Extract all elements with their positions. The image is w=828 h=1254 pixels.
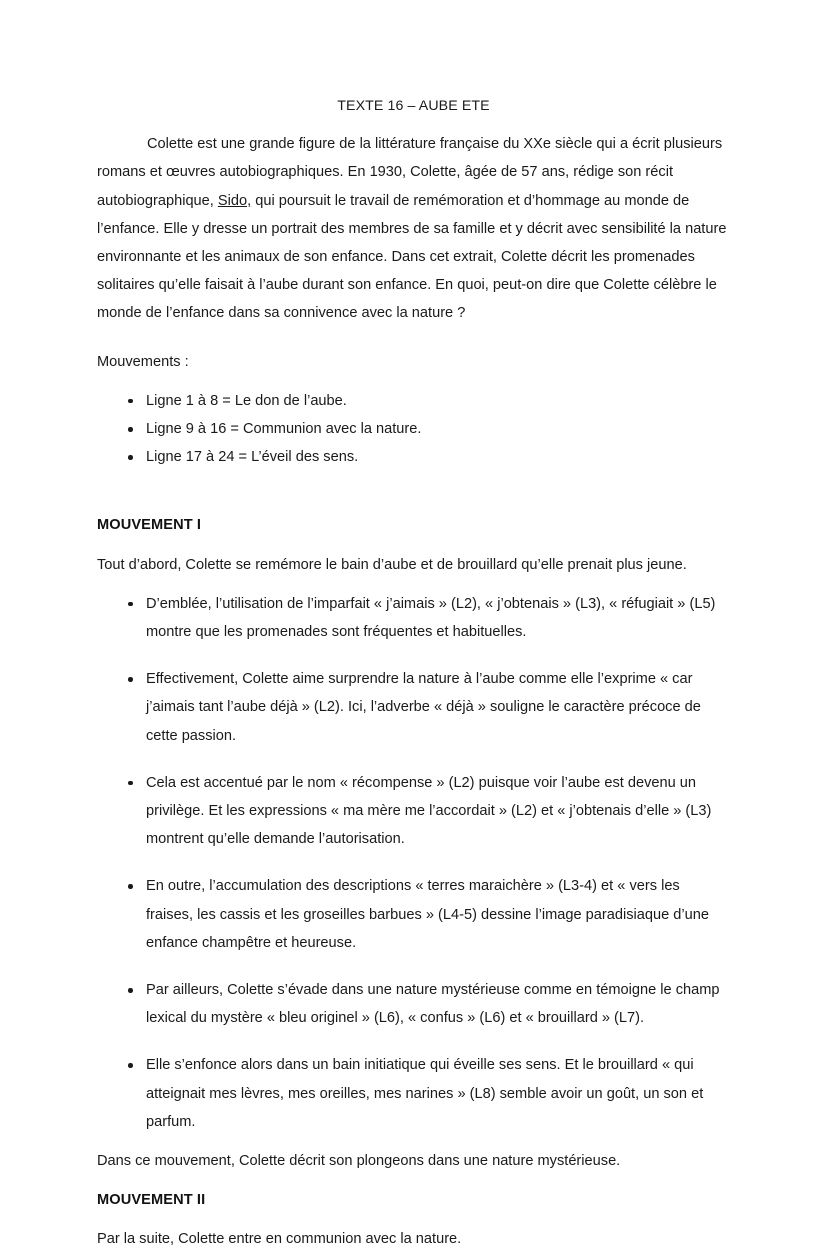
analysis-points-mouvement-1 xyxy=(97,590,730,1136)
section-intro-mouvement-1: Tout d’abord, Colette se remémore le bain d’aube et de brouillard qu’elle prenait plus jeune. xyxy=(97,556,687,573)
analysis-point-text: D’emblée, l’utilisation de l’imparfait « j’aimais » (L2), « j’obtenais » (L3), « réfugiait » (L5) montre que les promenades sont fréquentes et habituelles. xyxy=(146,595,716,641)
list-item xyxy=(97,387,730,415)
spacer xyxy=(97,328,730,348)
spacer xyxy=(97,471,730,511)
page-title: TEXTE 16 – AUBE ETE xyxy=(337,98,490,114)
analysis-point-text: Elle s’enfonce alors dans un bain initiatique qui éveille ses sens. Et le brouillard « qui atteignait mes lèvres, mes oreilles, mes narines » (L8) semble avoir un goût, un son et parfum. xyxy=(146,1057,704,1130)
movements-list xyxy=(97,387,730,472)
section-intro-mouvement-2: Par la suite, Colette entre en communion avec la nature. xyxy=(97,1231,462,1248)
movement-range-label: Ligne 1 à 8 = Le don de l’aube. xyxy=(146,392,347,409)
intro-paragraph xyxy=(97,130,730,327)
spacer xyxy=(97,540,730,551)
list-item xyxy=(97,665,730,750)
list-item xyxy=(97,443,730,471)
list-item xyxy=(97,769,730,854)
intro-text-before-work: Colette est une grande figure de la littérature française du XXe siècle qui a écrit plusieurs romans et œuvres autobiographiques. En 1930, Colette, âgée de 57 ans, rédige son récit autobiographique, xyxy=(97,136,723,209)
section-conclusion-mouvement-1: Dans ce mouvement, Colette décrit son plongeons dans une nature mystérieuse. xyxy=(97,1153,621,1170)
list-item xyxy=(97,1051,730,1136)
spacer xyxy=(97,1175,730,1186)
work-title-sido: Sido, xyxy=(217,192,252,209)
analysis-point-text: En outre, l’accumulation des descriptions « terres maraichère » (L3-4) et « vers les fraises, les cassis et les groseilles barbues » (L4-5) dessine l’image paradisiaque d’une enfance champêtre et heureuse. xyxy=(146,878,709,951)
section-heading-mouvement-2: MOUVEMENT II xyxy=(97,1192,206,1209)
analysis-point-text: Effectivement, Colette aime surprendre la nature à l’aube comme elle l’exprime « car j’aimais tant l’aube déjà » (L2). Ici, l’adverbe « déjà » souligne le caractère précoce de cette passion. xyxy=(146,671,701,744)
spacer xyxy=(97,1136,730,1147)
section-heading-mouvement-1: MOUVEMENT I xyxy=(97,517,202,534)
list-item xyxy=(97,872,730,957)
list-item xyxy=(97,415,730,443)
movement-range-label: Ligne 9 à 16 = Communion avec la nature. xyxy=(146,421,422,437)
movements-label: Mouvements : xyxy=(97,353,189,370)
analysis-point-text: Cela est accentué par le nom « récompense » (L2) puisque voir l’aube est devenu un privilège. Et les expressions « ma mère me l’accordait » (L2) et « j’obtenais d’elle » (L3) montrent qu’elle demande l’autorisation. xyxy=(146,774,712,848)
spacer xyxy=(97,579,730,590)
list-item xyxy=(97,590,730,646)
analysis-point-text: Par ailleurs, Colette s’évade dans une nature mystérieuse comme en témoigne le champ lexical du mystère « bleu originel » (L6), « confus » (L6) et « brouillard » (L7). xyxy=(146,982,720,1027)
movement-range-label: Ligne 17 à 24 = L’éveil des sens. xyxy=(146,449,359,466)
intro-text-after-work: qui poursuit le travail de remémoration et d’hommage au monde de l’enfance. Elle y dresse un portrait des membres de sa famille et y décrit avec sensibilité la nature environnante et les animaux de son enfance. Dans cet extrait, Colette décrit les promenades solitaires qu’elle faisait à l’aube durant son enfance. En quoi, peut-on dire que Colette célèbre le monde de l’enfance dans sa connivence avec la nature ? xyxy=(97,192,727,322)
spacer xyxy=(97,1214,730,1225)
list-item xyxy=(97,976,730,1032)
spacer xyxy=(97,376,730,387)
